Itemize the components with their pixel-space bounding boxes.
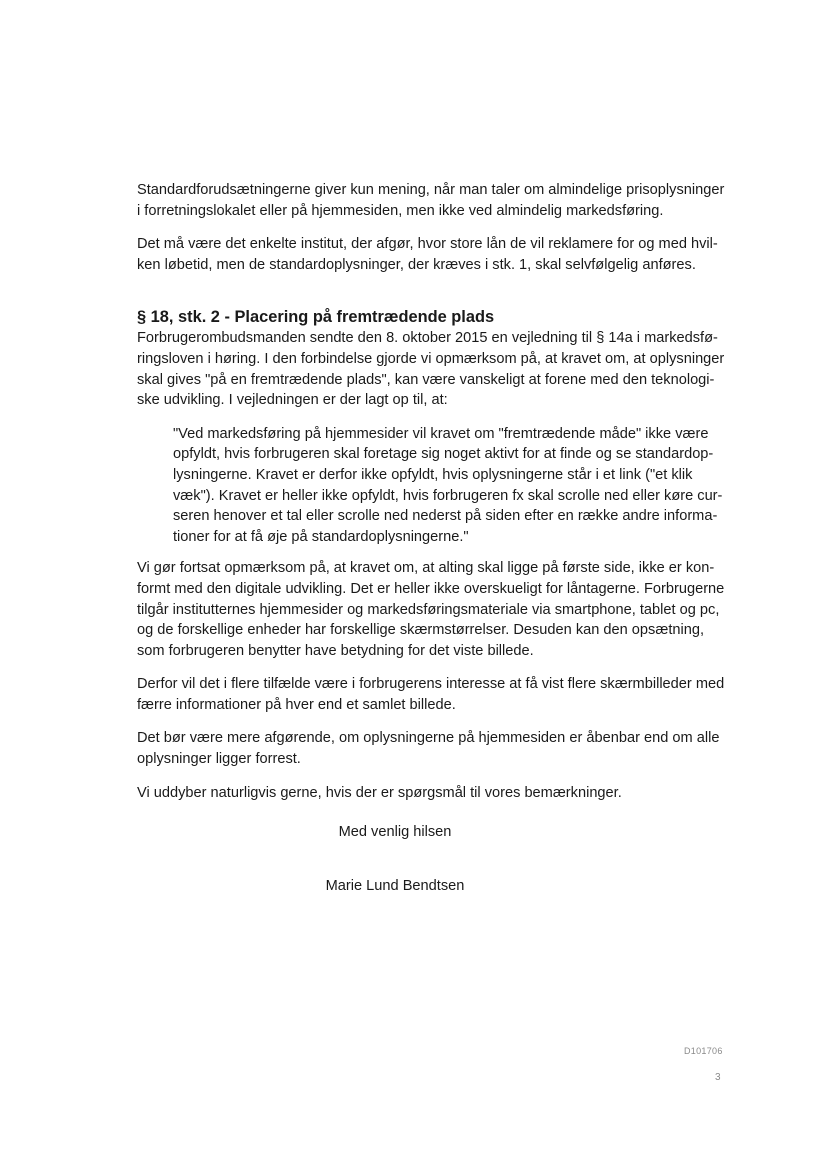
section-heading: § 18, stk. 2 - Placering på fremtrædende plads (137, 308, 495, 327)
paragraph-digital-development: Vi gør fortsat opmærksom på, at kravet om, at alting skal ligge på første side, ikke er kon- formt med den digitale udvikling. Det er heller ikke overskueligt for låntagerne. Forbrugerne tilgår institutternes hjemmesider og markedsføringsmateriale via smartphone, tablet og pc, og de forskellige enheder har forskellige skærmstørrelser. Desuden kan den opsætning, som forbrugeren benytter have betydning for det viste billede. (137, 560, 725, 659)
paragraph-standard-assumptions: Standardforudsætningerne giver kun mening, når man taler om almindelige prisoplysninger i forretningslokalet eller på hjemmesiden, men ikke ved almindelig markedsføring. (137, 182, 725, 219)
page-number: 3 (715, 1072, 721, 1083)
document-body (137, 180, 729, 816)
paragraph-section-intro: Forbrugerombudsmanden sendte den 8. oktober 2015 en vejledning til § 14a i markedsfø- ringsloven i høring. I den forbindelse gjorde vi opmærksom på, at kravet om, at oplysninger skal gives "på en fremtrædende plads", kan være vanskeligt at forene med den teknologi- ske udvikling. I vejledningen er der lagt op til, at: (137, 330, 725, 409)
signatory-name: Marie Lund Bendtsen (325, 878, 465, 894)
block-quote: "Ved markedsføring på hjemmesider vil kravet om "fremtrædende måde" ikke være opfyldt, hvis forbrugeren skal foretage sig noget aktivt for at finde og se standardop- lysningerne. Kravet er derfor ikke opfyldt, hvis oplysningerne står i et link ("et klik væk"). Kravet er heller ikke opfyldt, hvis forbrugeren fx skal scrolle ned eller køre cur- seren henover et tal eller scrolle ned nederst på siden efter en række andre informa- tioner for at få øje på standardoplysningerne." (173, 425, 723, 545)
paragraph-more-decisive: Det bør være mere afgørende, om oplysningerne på hjemmesiden er åbenbar end om alle oplysninger ligger forrest. (137, 730, 720, 768)
paragraph-institute-decides: Det må være det enkelte institut, der afgør, hvor store lån de vil reklamere for og med hvil- ken løbetid, men de standardoplysninger, der kræves i stk. 1, skal selvfølgelig anføres. (137, 236, 718, 273)
document-id: D101706 (684, 1046, 723, 1056)
paragraph-consumer-interest: Derfor vil det i flere tilfælde være i forbrugerens interesse at få vist flere skærmbilleder med færre informationer på hver end et samlet billede. (137, 676, 725, 713)
paragraph-closing-remark: Vi uddyber naturligvis gerne, hvis der er spørgsmål til vores bemærkninger. (137, 784, 622, 801)
closing-greeting: Med venlig hilsen (338, 824, 452, 840)
